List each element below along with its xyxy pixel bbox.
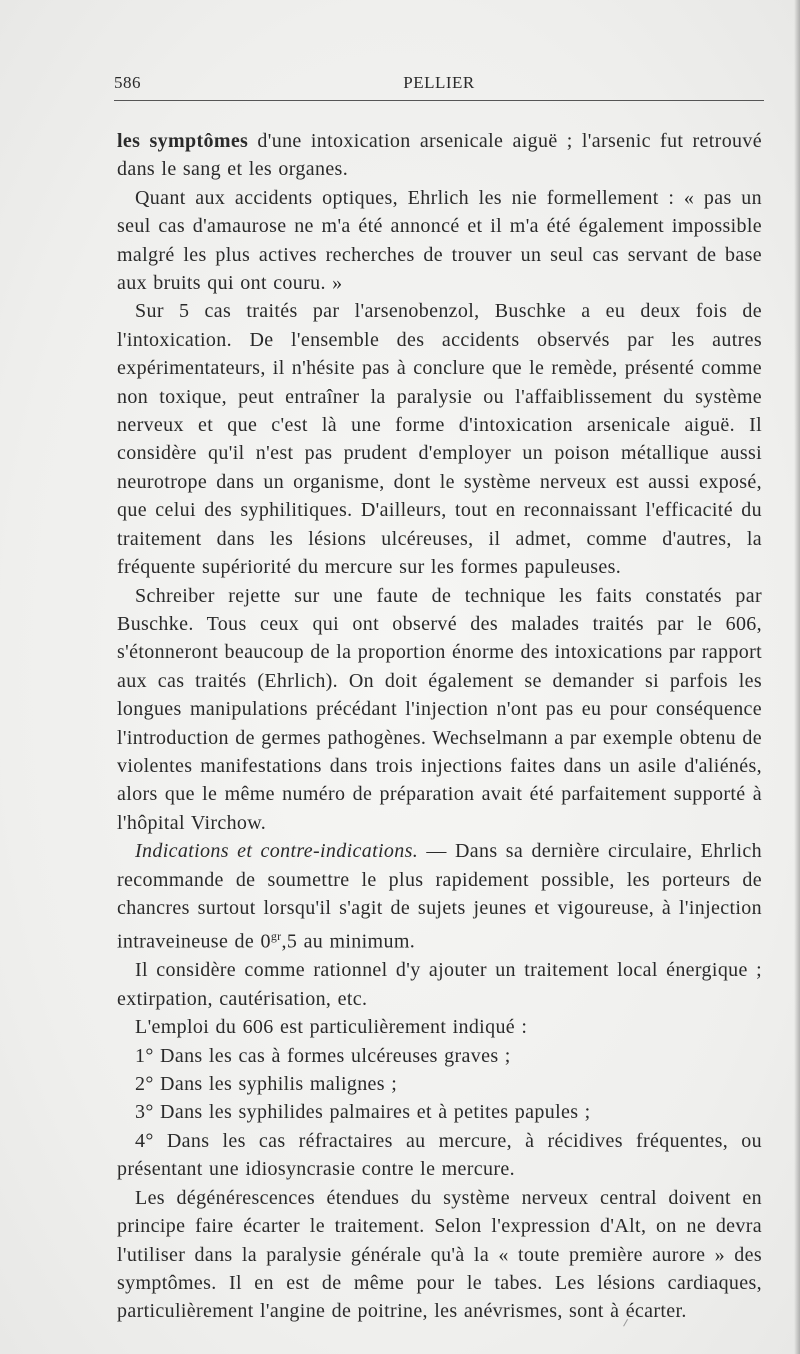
paragraph-12: Les dégénérescences étendues du système nerveux central doivent en principe faire écarter le traitement. Selon l'expression d'Alt, on ne devra l'utiliser dans la paralysie générale qu'à la « toute première aurore » des symptômes. Il en est de même pour le tabes. Les lésions cardiaques, particulièrement l'angine de poitrine, les anévrismes, sont à écarter.: [117, 1186, 762, 1323]
list-item-4: 4° Dans les cas réfractaires au mercure, à récidives fréquentes, ou présentant une idiosyncrasie contre le mercure.: [117, 1129, 762, 1181]
paragraph-2: Quant aux accidents optiques, Ehrlich les nie formellement : « pas un seul cas d'amaurose ne m'a été annoncé et il m'a été également impossible malgré les plus actives recherches de trouver un seul cas servant de base aux bruits qui ont couru. »: [117, 186, 762, 295]
list-item-2: 2° Dans les syphilis malignes ;: [135, 1073, 398, 1096]
paragraph-1: [117, 127, 762, 184]
list-item-1: 1° Dans les cas à formes ulcéreuses graves ;: [135, 1044, 511, 1067]
section-heading-indications: Indications et contre-indications.: [135, 840, 419, 863]
paragraph-5-text: — Dans sa dernière circulaire, Ehrlich recommande de soumettre le plus rapidement possible, les porteurs de chancres surtout lorsqu'il s'agit de sujets jeunes et vigoureuse, à l'injection intraveineuse de 0: [117, 840, 762, 954]
paragraph-6: Il considère comme rationnel d'y ajouter un traitement local énergique ; extirpation, cautérisation, etc.: [117, 959, 762, 1010]
paragraph-3: Sur 5 cas traités par l'arsenobenzol, Buschke a eu deux fois de l'intoxication. De l'ensemble des accidents observés par les autres expérimentateurs, il n'hésite pas à conclure que le remède, présenté comme non toxique, peut entraîner la paralysie ou l'affaiblissement du système nerveux et que c'est là une forme d'intoxication arsenicale aiguë. Il considère qu'il n'est pas prudent d'employer un poison métallique aussi neurotrope dans un organisme, dont le système nerveux est aussi exposé, que celui des syphilitiques. D'ailleurs, tout en reconnaissant l'efficacité du traitement dans les lésions ulcéreuses, il admet, comme d'autres, la fréquente supériorité du mercure sur les formes papuleuses.: [117, 300, 762, 579]
page-number: 586: [114, 73, 141, 92]
paragraph-1-text: d'une intoxication arsenicale aiguë ; l'arsenic fut retrouvé dans le sang et les organes.: [117, 130, 762, 181]
paragraph-5: [117, 837, 762, 956]
page-edge-shadow: [794, 0, 800, 1354]
paragraph-4: Schreiber rejette sur une faute de technique les faits constatés par Buschke. Tous ceux qui ont observé des malades traités par le 606, s'étonneront beaucoup de la proportion énorme des intoxications par rapport aux cas traités (Ehrlich). On doit également se demander si parfois les longues manipulations précédant l'injection n'ont pas eu pour conséquence l'introduction de germes pathogènes. Wechselmann a par exemple obtenu de violentes manifestations dans trois injections faites dans un asile d'aliénés, alors que le même numéro de préparation avait été parfaitement supporté à l'hôpital Virchow.: [117, 584, 762, 834]
running-head: PELLIER: [403, 73, 475, 92]
page-header: [114, 73, 764, 95]
body-text: [117, 127, 762, 1326]
unit-superscript: gr: [270, 929, 282, 944]
paragraph-7: L'emploi du 606 est particulièrement indiqué :: [135, 1016, 528, 1039]
paragraph-1-lead: les symptômes: [117, 130, 249, 152]
header-rule: [114, 100, 764, 101]
paragraph-5-text-after: ,5 au minimum.: [281, 931, 416, 954]
list-item-3: 3° Dans les syphilides palmaires et à petites papules ;: [135, 1101, 591, 1124]
